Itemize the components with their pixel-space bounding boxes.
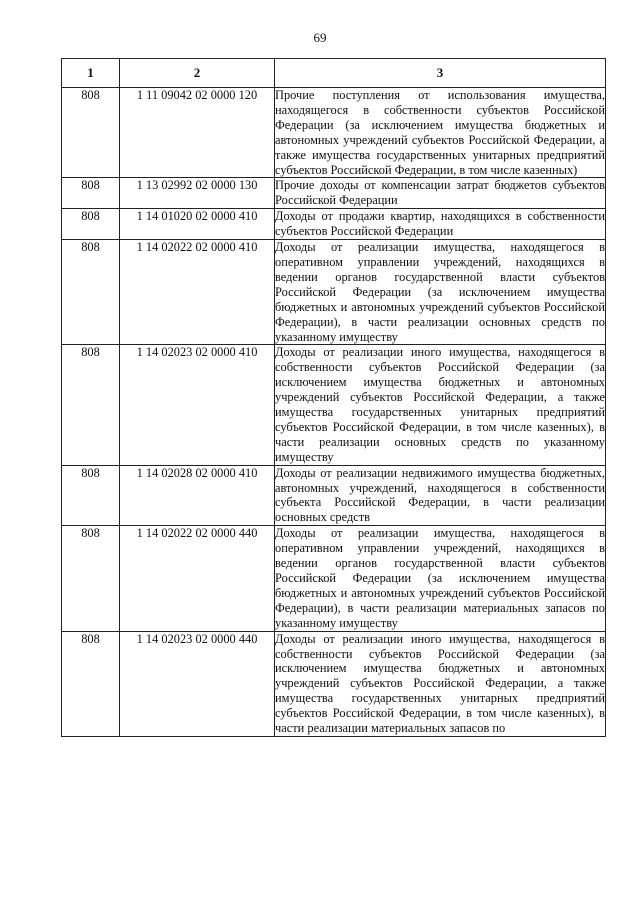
- description-cell: Доходы от реализации имущества, находящегося в оперативном управлении учреждений, находящихся в ведении органов государственной власти субъектов Российской Федерации (за исключением имущества бюджетных и автономных учреждений субъектов Российской Федерации), в части реализации основных средств по указанному имуществу: [275, 240, 605, 344]
- revenue-codes-table: [61, 58, 606, 737]
- budget-code-cell: 1 14 01020 02 0000 410: [120, 209, 275, 240]
- page-number: 69: [313, 30, 327, 45]
- admin-code-cell: 808: [62, 240, 120, 345]
- description-cell: Прочие поступления от использования имущества, находящегося в собственности субъектов Российской Федерации (за исключением имущества бюджетных и автономных учреждений субъектов Российской Федерации, а также имущества государственных унитарных предприятий субъектов Российской Федерации, в том числе казенных): [275, 88, 605, 177]
- description-cell: Доходы от реализации иного имущества, находящегося в собственности субъектов Российской Федерации (за исключением имущества бюджетных и автономных учреждений субъектов Российской Федерации, а также имущества государственных унитарных предприятий субъектов Российской Федерации, в том числе казенных), в части реализации основных средств по указанному имуществу: [275, 345, 605, 464]
- header-col-1: 1: [62, 59, 120, 88]
- budget-code-cell: 1 11 09042 02 0000 120: [120, 88, 275, 178]
- admin-code-cell: 808: [62, 88, 120, 178]
- admin-code-cell: 808: [62, 345, 120, 465]
- description-cell: Прочие доходы от компенсации затрат бюджетов субъектов Российской Федерации: [275, 178, 605, 208]
- budget-code-cell: 1 14 02022 02 0000 410: [120, 240, 275, 345]
- budget-code-cell: 1 14 02022 02 0000 440: [120, 526, 275, 631]
- table-row: [62, 240, 606, 345]
- budget-code-cell: 1 14 02023 02 0000 440: [120, 631, 275, 736]
- table-row: [62, 631, 606, 736]
- description-cell: Доходы от реализации имущества, находящегося в оперативном управлении учреждений, находящихся в ведении органов государственной власти субъектов Российской Федерации (за исключением имущества бюджетных и автономных учреждений субъектов Российской Федерации), в части реализации материальных запасов по указанному имуществу: [275, 526, 605, 630]
- admin-code-cell: 808: [62, 631, 120, 736]
- table-row: [62, 178, 606, 209]
- description-cell: Доходы от продажи квартир, находящихся в собственности субъектов Российской Федерации: [275, 209, 605, 239]
- admin-code-cell: 808: [62, 526, 120, 631]
- admin-code-cell: 808: [62, 178, 120, 209]
- budget-code-cell: 1 14 02028 02 0000 410: [120, 465, 275, 526]
- table-row: [62, 209, 606, 240]
- budget-code-cell: 1 14 02023 02 0000 410: [120, 345, 275, 465]
- description-cell: Доходы от реализации иного имущества, находящегося в собственности субъектов Российской Федерации (за исключением имущества бюджетных и автономных учреждений субъектов Российской Федерации, а также имущества государственных унитарных предприятий субъектов Российской Федерации, в том числе казенных), в части реализации материальных запасов по: [275, 631, 605, 736]
- admin-code-cell: 808: [62, 465, 120, 526]
- header-col-3: 3: [275, 59, 606, 88]
- table-header-row: [62, 59, 606, 88]
- description-cell: Доходы от реализации недвижимого имущества бюджетных, автономных учреждений, находящегося в собственности субъекта Российской Федерации, в части реализации основных средств: [275, 465, 605, 525]
- admin-code-cell: 808: [62, 209, 120, 240]
- table-row: [62, 465, 606, 526]
- table-row: [62, 88, 606, 178]
- budget-code-cell: 1 13 02992 02 0000 130: [120, 178, 275, 209]
- table-row: [62, 526, 606, 631]
- header-col-2: 2: [120, 59, 275, 88]
- table-row: [62, 345, 606, 465]
